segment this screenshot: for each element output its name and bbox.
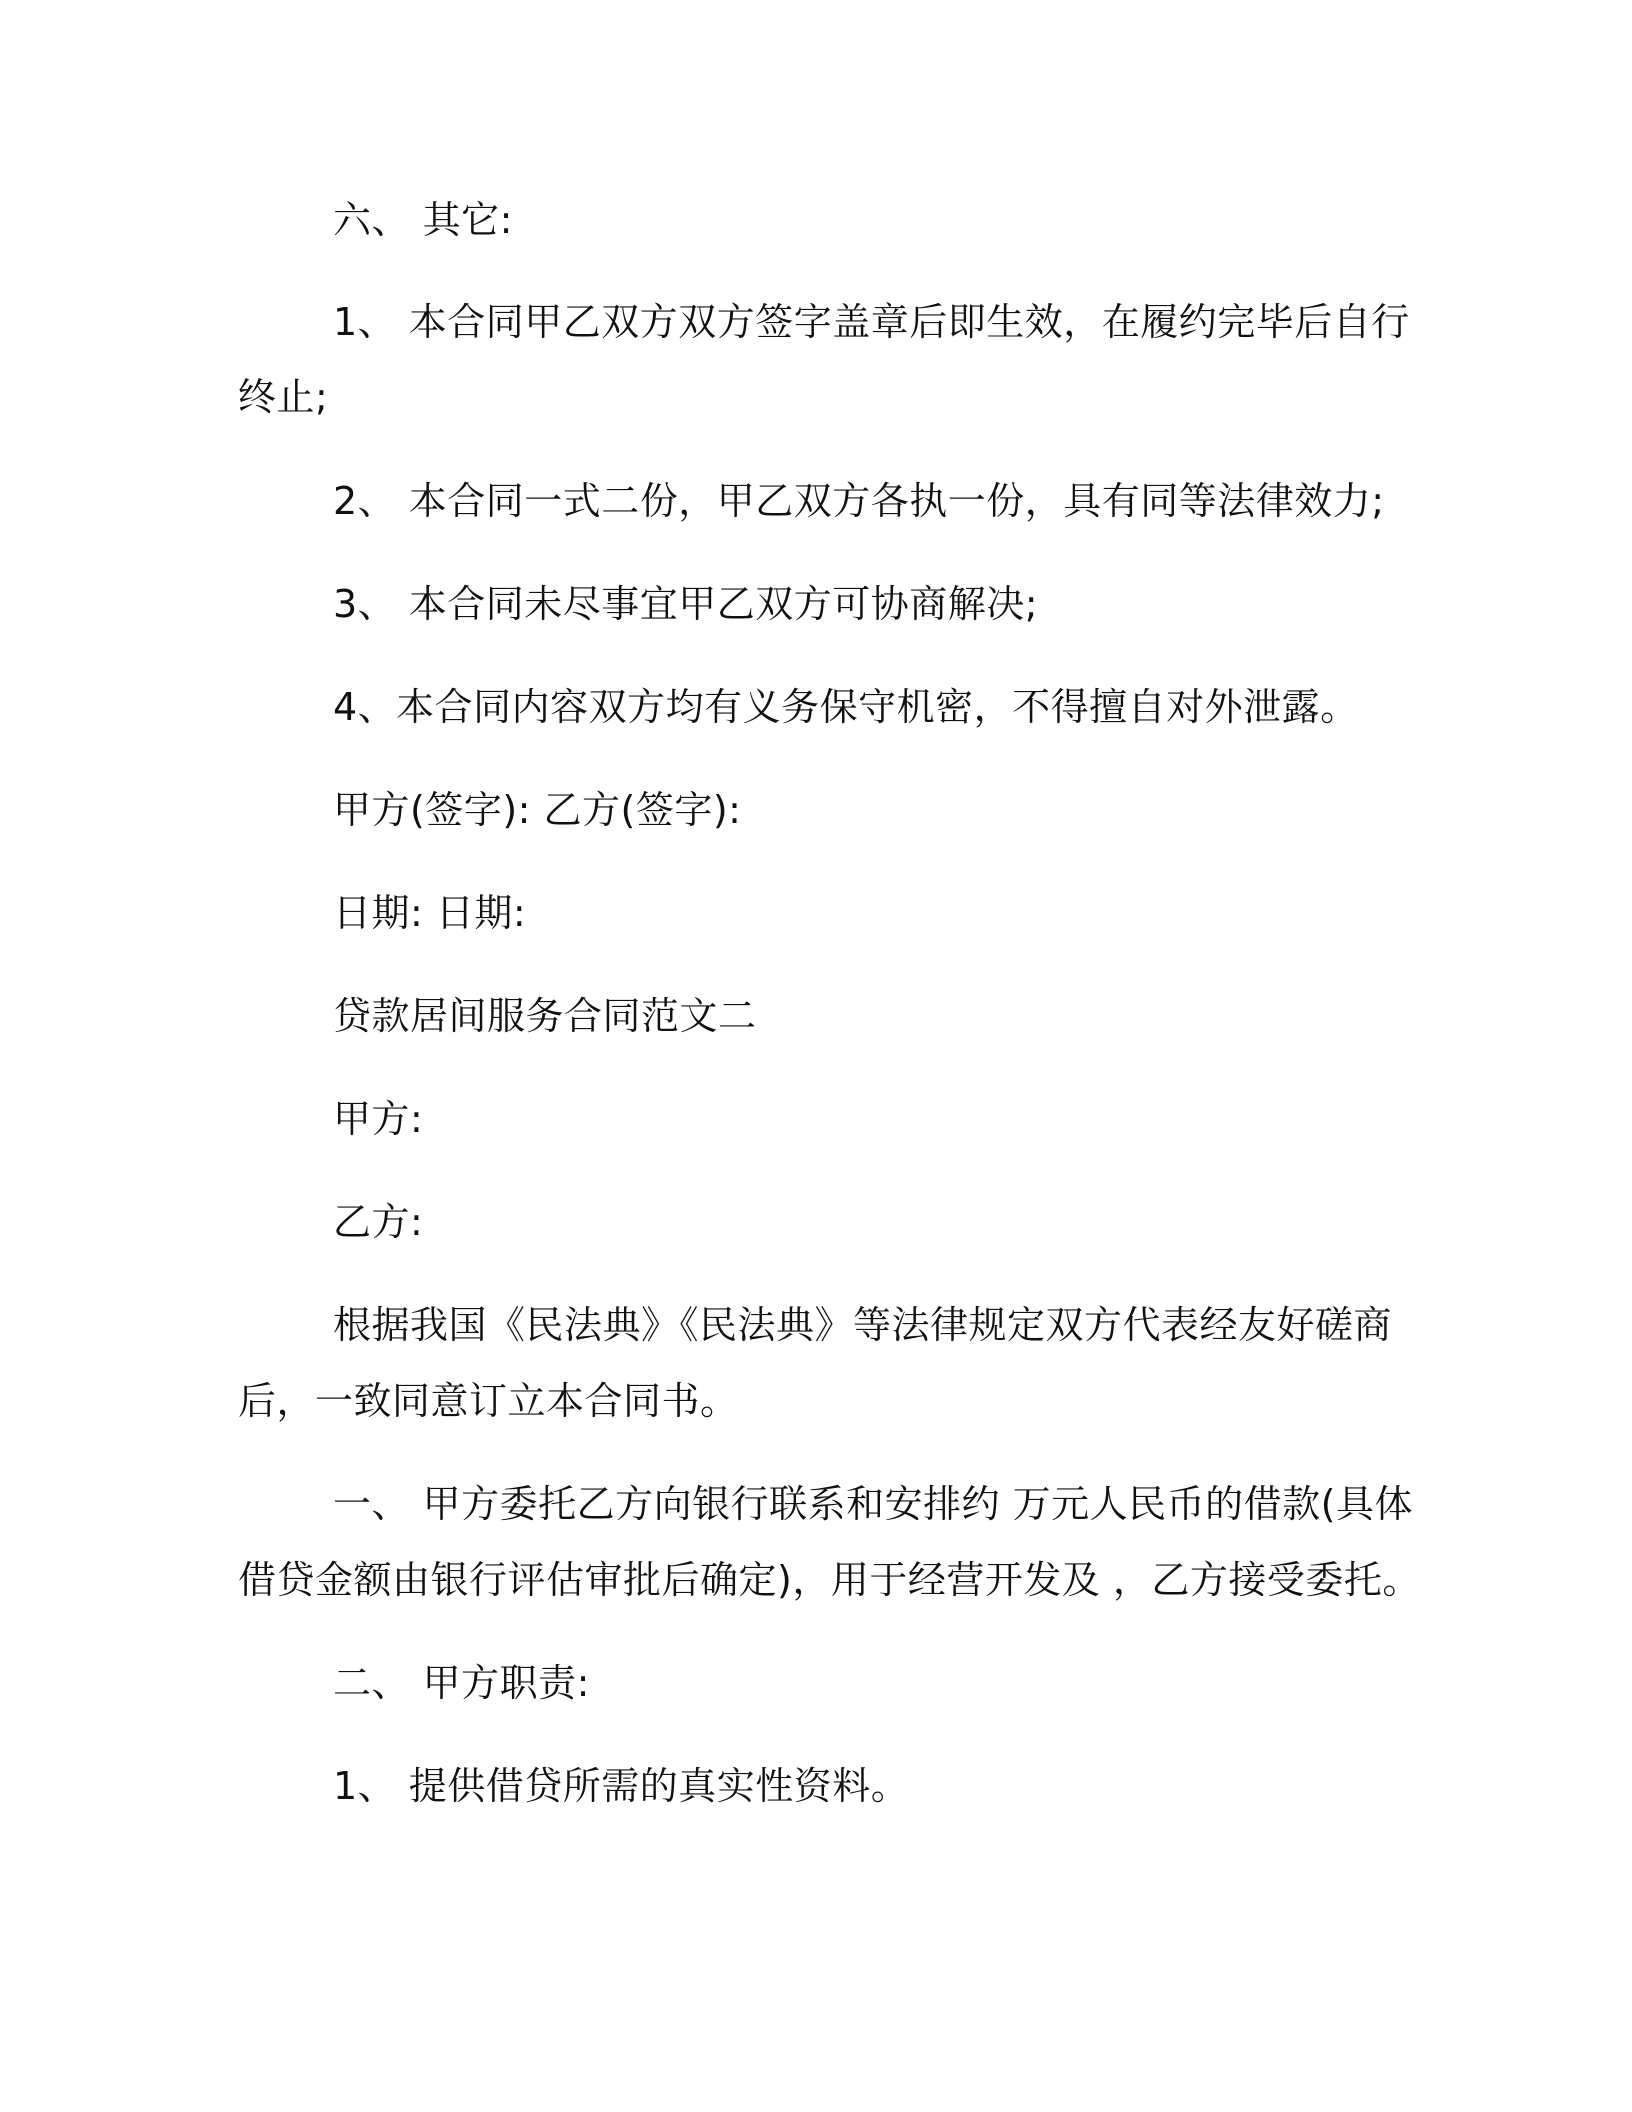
party-a-label: 甲方: [333,1097,424,1141]
signature-line: 甲方(签字): 乙方(签字): [333,788,742,832]
clause-one-line-2: 借贷金额由银行评估审批后确定)，用于经营开发及 ，乙方接受委托。 [238,1558,1421,1602]
preamble-line-1: 根据我国《民法典》《民法典》等法律规定双方代表经友好磋商 [333,1303,1393,1347]
duty-1: 1、 提供借贷所需的真实性资料。 [333,1764,910,1808]
contract-two-title: 贷款居间服务合同范文二 [333,994,757,1038]
preamble-line-2: 后，一致同意订立本合同书。 [238,1379,739,1423]
item-4: 4、本合同内容双方均有义务保守机密，不得擅自对外泄露。 [333,685,1359,729]
item-2: 2、 本合同一式二份，甲乙双方各执一份，具有同等法律效力; [333,479,1385,523]
party-b-label: 乙方: [333,1200,424,1244]
section-two-heading: 二、 甲方职责: [333,1661,590,1705]
clause-one-line-1: 一、 甲方委托乙方向银行联系和安排约 万元人民币的借款(具体 [333,1482,1413,1526]
item-1-line-2: 终止; [238,375,329,419]
item-3: 3、 本合同未尽事宜甲乙双方可协商解决; [333,582,1039,626]
date-line: 日期: 日期: [333,891,527,935]
item-1-line-1: 1、 本合同甲乙双方双方签字盖章后即生效，在履约完毕后自行 [333,300,1410,344]
section-six-heading: 六、 其它: [333,198,513,242]
